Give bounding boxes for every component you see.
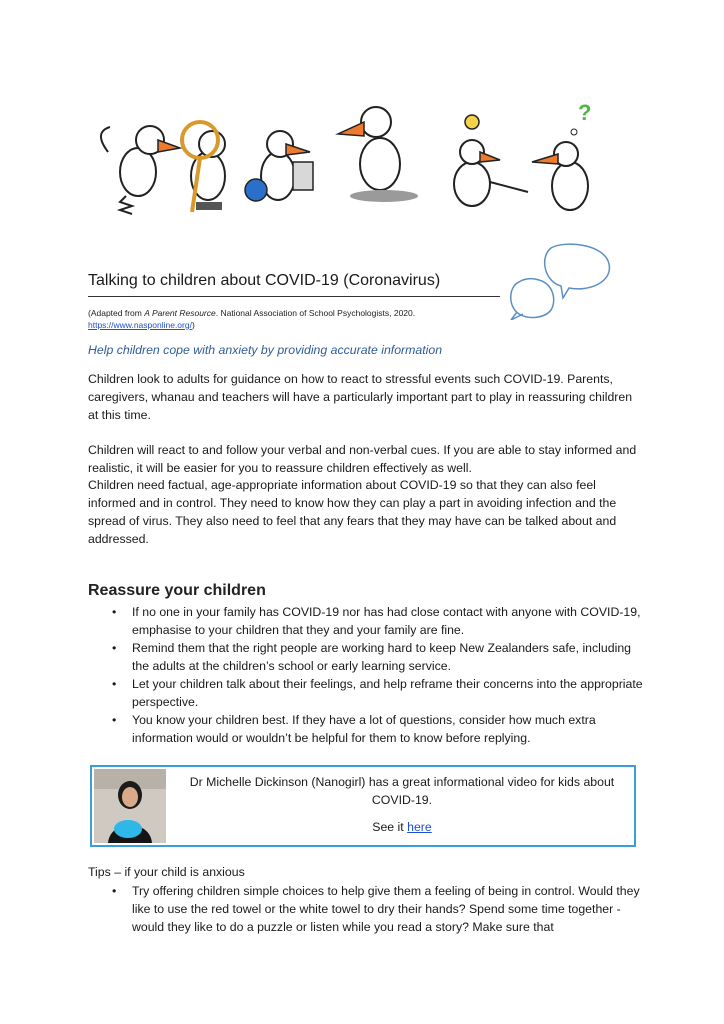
video-callout-box xyxy=(90,765,636,847)
list-item-text: Remind them that the right people are working hard to keep New Zealanders safe, including the adults at the children’s school or early learning service. xyxy=(132,641,631,673)
source-prefix: (Adapted from xyxy=(88,308,145,318)
bird-globe-illustration xyxy=(245,131,313,201)
bullet-icon: • xyxy=(112,677,117,691)
list-item-text: You know your children best. If they have a lot of questions, consider how much extra information would or wouldn’t be helpful for them to know before replying. xyxy=(132,713,596,745)
list-item-text: Try offering children simple choices to help give them a feeling of being in control. Would they like to use the red towel or the white towel to dry their hands? Spend some time together - would they like to do a puzzle or listen while you read a story? Make sure that xyxy=(132,884,640,934)
reassure-heading: Reassure your children xyxy=(88,582,266,599)
tips-list xyxy=(88,882,648,936)
source-close: ) xyxy=(191,320,195,330)
reassure-list xyxy=(88,603,648,747)
list-item xyxy=(88,603,648,639)
source-citation xyxy=(88,307,415,331)
source-suffix: . National Association of School Psychologists, 2020. xyxy=(215,308,416,318)
source-link[interactable]: https://www.nasponline.org/ xyxy=(88,320,192,330)
callout-see-text: See it xyxy=(372,820,408,834)
bullet-icon: • xyxy=(112,884,117,898)
list-item xyxy=(88,882,648,936)
title-divider xyxy=(88,296,500,297)
intro-paragraph-2: Children will react to and follow your verbal and non-verbal cues. If you are able to stay informed and realistic, it will be easier for you to reassure children effectively as well. xyxy=(88,443,637,475)
callout-description: Dr Michelle Dickinson (Nanogirl) has a great informational video for kids about COVID-19. xyxy=(189,775,615,807)
intro-paragraph-1: Children look to adults for guidance on how to react to stressful events such COVID-19. Parents, caregivers, whanau and teachers will have a particularly important part to play in reassuring children at this time. xyxy=(88,372,633,422)
document-title: Talking to children about COVID-19 (Coronavirus) xyxy=(88,272,441,289)
tips-heading: Tips – if your child is anxious xyxy=(88,865,245,879)
bullet-icon: • xyxy=(112,605,117,619)
bird-lightbulb-illustration xyxy=(454,115,528,206)
bullet-icon: • xyxy=(112,713,117,727)
video-link[interactable]: here xyxy=(407,820,432,834)
subheading: Help children cope with anxiety by providing accurate information xyxy=(88,343,443,357)
list-item-text: If no one in your family has COVID-19 nor has had close contact with anyone with COVID-19, emphasise to your children that they and your family are fine. xyxy=(132,605,641,637)
speech-bubbles-icon xyxy=(505,242,617,320)
intro-paragraph-3: Children need factual, age-appropriate information about COVID-19 so that they can also feel informed and in control. They need to know how they can play a part in avoiding infection and the spread of virus. They also need to feel that any fears that they may have can be talked about and addressed. xyxy=(88,478,617,546)
bird-thumbs-up-illustration xyxy=(338,107,418,202)
list-item-text: Let your children talk about their feelings, and help reframe their concerns into the appropriate perspective. xyxy=(132,677,643,709)
list-item xyxy=(88,711,648,747)
bird-question-illustration xyxy=(532,100,591,210)
callout-see-line xyxy=(182,820,622,834)
source-title: A Parent Resource xyxy=(144,308,216,318)
bird-spring-illustration xyxy=(101,126,180,214)
svg-text:?: ? xyxy=(578,100,592,125)
list-item xyxy=(88,675,648,711)
cartoon-birds-banner xyxy=(88,92,654,228)
presenter-photo xyxy=(94,769,166,843)
bird-magnifier-illustration xyxy=(182,122,225,212)
bullet-icon: • xyxy=(112,641,117,655)
list-item xyxy=(88,639,648,675)
